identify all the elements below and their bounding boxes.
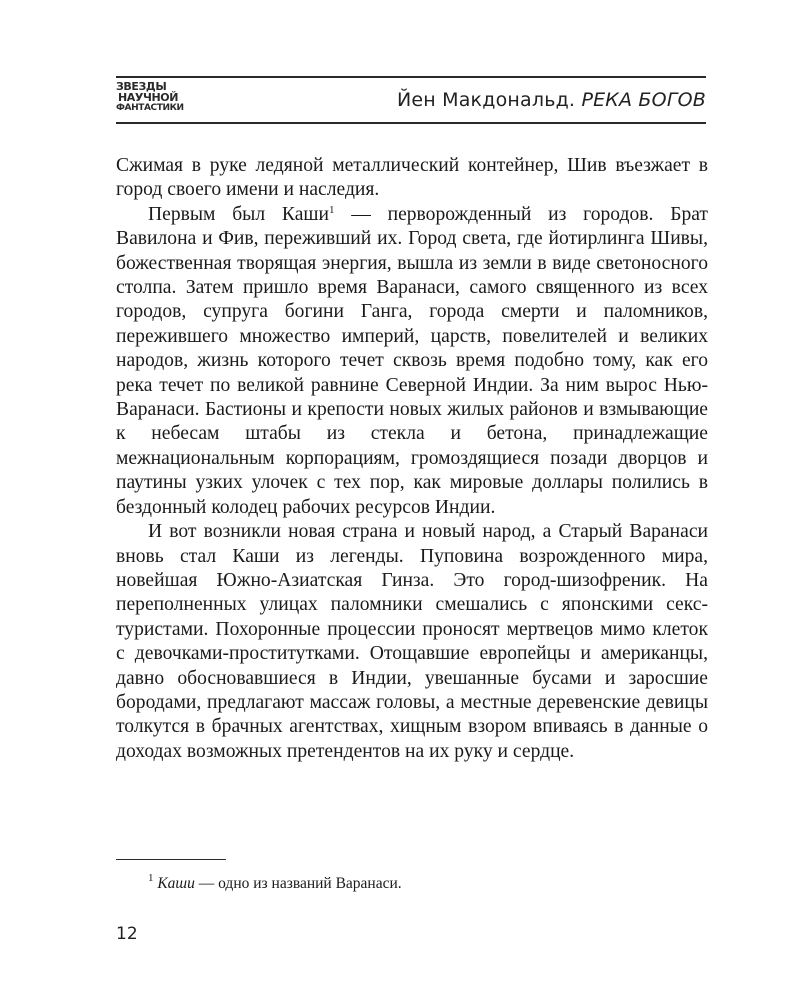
body-text [116, 154, 708, 764]
header-bottom-rule [116, 122, 706, 124]
paragraph-1: Сжимая в руке ледяной металлический контейнер, Шив въезжает в город своего имени и наследия. [116, 155, 708, 201]
footnote [148, 874, 708, 894]
footnote-marker: 1 [148, 872, 154, 884]
running-head-text [397, 89, 706, 111]
footnote-term: Каши [157, 875, 195, 892]
footnote-rule [116, 859, 226, 860]
running-header [116, 72, 706, 130]
series-logo-line-1: ЗВЕЗДЫ [116, 80, 167, 93]
footnote-reference: 1 [328, 203, 335, 216]
footnote-text: — одно из названий Варанаси. [194, 875, 402, 892]
book-title: РЕКА БОГОВ [581, 89, 706, 111]
paragraph-2 [116, 203, 708, 520]
header-top-rule [116, 76, 706, 78]
book-author: Йен Макдональд. [396, 89, 576, 111]
series-logo-line-2: НАУЧНОЙ [118, 91, 179, 104]
paragraph-3: И вот возникли новая страна и новый народ, а Старый Варанаси вновь стал Каши из легенды. Пуповина возрожденного мира, новейшая Южно-Азиатская Гинза. Это город-шизофреник. На переполненных улицах паломники смешались с японскими секс-туристами. Похоронные процессии проносят мертвецов мимо клеток с девочками-проститутками. Отощавшие европейцы и американцы, давно обосновавшиеся в Индии, увешанные бусами и заросшие бородами, предлагают массаж головы, а местные деревенские девицы толкутся в брачных агентствах, хищным взором впиваясь в данные о доходах возможных претендентов на их руку и сердце. [116, 521, 708, 762]
paragraph-2-rest: — перворожденный из городов. Брат Вавилона и Фив, переживший их. Город света, где йотирлинга Шивы, божественная творящая энергия, вышла из земли в виде светоносного столпа. Затем пришло время Варанаси, самого священного из всех городов, супруга богини Ганга, города смерти и паломников, пережившего множество империй, царств, повелителей и великих народов, жизнь которого течет сквозь время подобно тому, как его река течет по великой равнине Северной Индии. За ним вырос Нью-Варанаси. Бастионы и крепости новых жилых районов и взмывающие к небесам штабы из стекла и бетона, принадлежащие межнациональным корпорациям, громоздящиеся позади дворцов и паутины узких улочек с тех пор, как мировые доллары полились в бездонный колодец рабочих ресурсов Индии. [116, 203, 708, 518]
paragraph-2-start: Первым был Каши [148, 203, 329, 225]
series-logo [116, 81, 200, 119]
series-logo-line-3: ФАНТАСТИКИ [116, 103, 184, 113]
page-number: 12 [116, 924, 138, 944]
